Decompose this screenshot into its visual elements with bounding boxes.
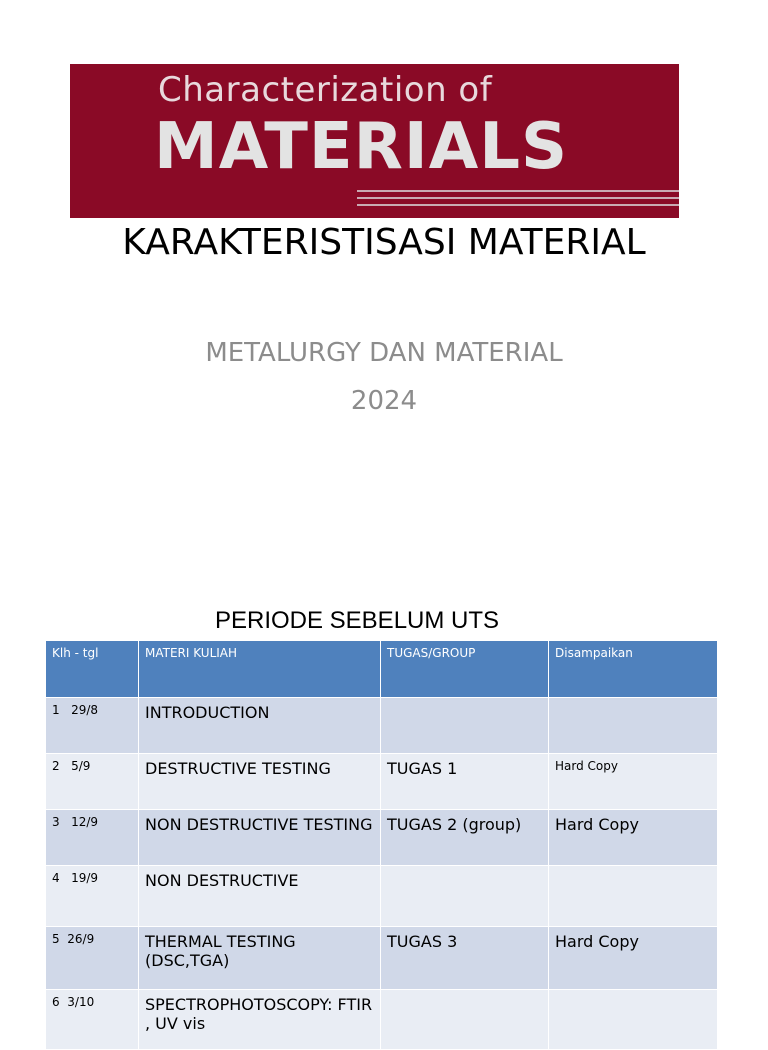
cell-klh: 5 26/9 [46, 927, 139, 990]
table-row [46, 927, 718, 990]
period-title: PERIODE SEBELUM UTS [214, 607, 500, 634]
cell-disampaikan: Hard Copy [549, 810, 718, 866]
cell-tugas: TUGAS 1 [381, 754, 549, 810]
cell-materi: NON DESTRUCTIVE [139, 866, 381, 927]
header-klh: Klh - tgl [46, 641, 139, 698]
banner-line-1: Characterization of [158, 70, 493, 110]
cell-klh: 2 5/9 [46, 754, 139, 810]
cell-tugas: TUGAS 2 (group) [381, 810, 549, 866]
title-banner-image [70, 64, 679, 218]
banner-line-2: MATERIALS [154, 110, 569, 184]
cell-tugas [381, 990, 549, 1050]
cell-klh: 1 29/8 [46, 698, 139, 754]
cell-klh: 4 19/9 [46, 866, 139, 927]
cell-materi: THERMAL TESTING (DSC,TGA) [139, 927, 381, 990]
cell-materi: INTRODUCTION [139, 698, 381, 754]
cell-materi: DESTRUCTIVE TESTING [139, 754, 381, 810]
cell-tugas: TUGAS 3 [381, 927, 549, 990]
cell-disampaikan: Hard Copy [549, 927, 718, 990]
cell-tugas [381, 698, 549, 754]
banner-stripe [357, 204, 679, 206]
table-row [46, 698, 718, 754]
table-row [46, 990, 718, 1050]
cell-tugas [381, 866, 549, 927]
header-tugas: TUGAS/GROUP [381, 641, 549, 698]
subtitle-line-1: METALURGY DAN MATERIAL [205, 338, 563, 368]
header-disampaikan: Disampaikan [549, 641, 718, 698]
table-row [46, 754, 718, 810]
header-materi: MATERI KULIAH [139, 641, 381, 698]
cell-disampaikan [549, 990, 718, 1050]
cell-materi: SPECTROPHOTOSCOPY: FTIR , UV vis [139, 990, 381, 1050]
cell-klh: 3 12/9 [46, 810, 139, 866]
cell-disampaikan: Hard Copy [549, 754, 718, 810]
banner-stripe [357, 197, 679, 199]
cell-materi: NON DESTRUCTIVE TESTING [139, 810, 381, 866]
table-row [46, 810, 718, 866]
schedule-table [45, 640, 718, 1050]
page-title: KARAKTERISTISASI MATERIAL [122, 222, 646, 263]
table-row [46, 866, 718, 927]
cell-klh: 6 3/10 [46, 990, 139, 1050]
banner-stripe [357, 190, 679, 192]
cell-disampaikan [549, 866, 718, 927]
subtitle-line-2: 2024 [350, 386, 418, 416]
cell-disampaikan [549, 698, 718, 754]
table-header-row [46, 641, 718, 698]
